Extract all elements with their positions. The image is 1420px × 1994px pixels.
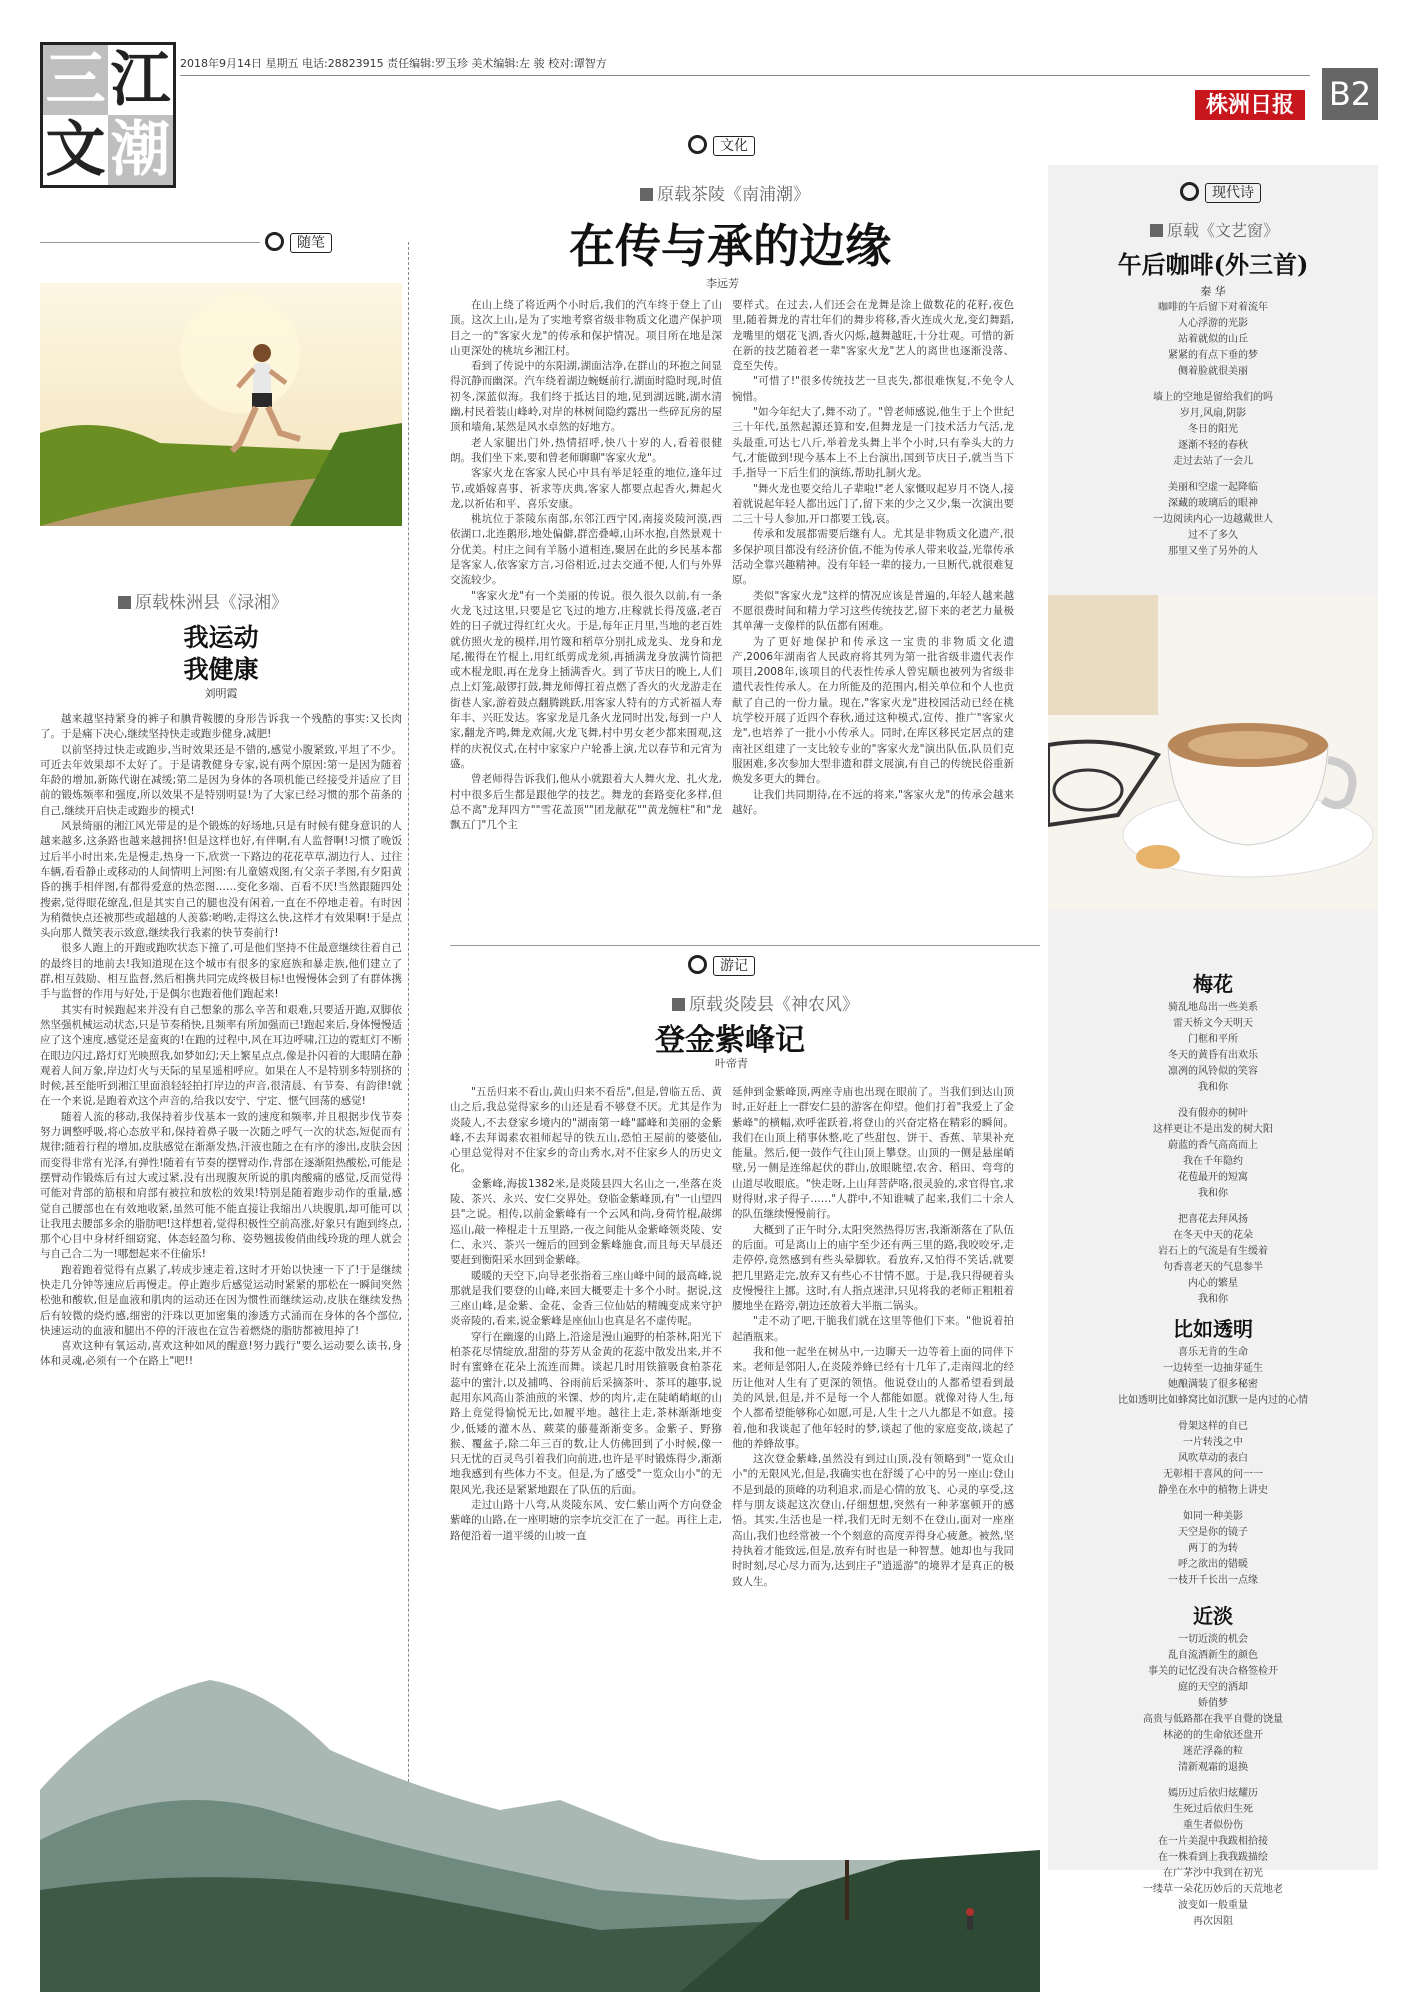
article-body-col2: 要样式。在过去,人们还会在龙舞是涂上做数花的花籽,夜色里,随着舞龙的青壮年们的舞步将移,香火连成火龙,变幻舞蹈,龙嘴里的烟花飞洒,香火闪烁,越舞越旺,十分壮观。可惜的新在新的技艺随着老一辈"客家火龙"艺人的离世也逐渐没落、竞至失传。 "可惜了!"很多传统技艺一旦丧失,都很难恢复,不免令人惋惜。 "如今年纪大了,舞不动了。"曾老师感说,他生于上个世纪三十年代,虽然起源还算和安,但舞龙是一门技术活力气活,龙头最重,可达七八斤,举着龙头舞上半个小时,只有拳头大的力气,才能做到!现今基本上不上台演出,国到节庆日子,就当当下手,指导一下后生们的演练,帮助扎制火龙。 "舞火龙也要交给儿子辈啦!"老人家慨叹起岁月不饶人,接着就说起年轻人都出远门了,留下来的少之又少,集一次演出要二三十号人参加,开口都要工钱,哀。 传承和发展都需要后继有人。尤其是非物质文化遗产,很多保护项目都没有经济价值,不能为传承人带来收益,光靠传承活动全靠兴趣精神。没有年轻一辈的接力,一旦断代,就很难复原。 类似"客家火龙"这样的情况应该是普遍的,年轻人越来越不愿很费时间和精力学习这些传统技艺,留下来的老艺力量极其单薄一支像样的队伍都有困难。 为了更好地保护和传承这一宝贵的非物质文化遗产,2006年湖南省人民政府将其列为第一批省级非遗代表作项目,2008年,该项目的代表性传承人曾宪顺也被列为省级非遗代表性传承人。在力所能及的范围内,相关单位和个人也贡献了自己的一份力量。现在,"客家火龙"进校园活动已经在桃坑学校开展了近四个春秋,通过这种模式,宣传、推广"客家火龙",也培养了一批小小传承人。同时,在库区移民定居点的建南社区组建了一支比较专业的"客家火龙"演出队伍,队员们克服困难,多次参加大型非遗和群文展演,有自己的传统民俗重新焕发多更大的舞台。 让我们共同期待,在不远的将来,"客家火龙"的传承会越来越好。 (732, 299, 1014, 816)
divider (450, 945, 1040, 946)
poem-title: 梅花 (1193, 972, 1233, 996)
article-title: 登金紫峰记 (655, 1023, 805, 1058)
column-logo (40, 42, 176, 188)
author: 刘明霞 (204, 687, 238, 700)
logo-char: 三 (43, 45, 108, 115)
article-body: 越来越坚持紧身的裤子和腆背鞍腰的身形告诉我一个残酷的事实:又长肉了。于是痛下决心,继续坚持快走或跑步健身,减肥! 以前坚持过快走或跑步,当时效果还是不错的,感觉小腹紧致,平坦了不少。可近去年效果却不太好了。于是请教健身专家,说有两个原因:第一是因为随着年龄的增加,新陈代谢在减缓;第二是因为身体的各项机能已经接受并适应了目前的锻炼频率和强度,所以效果不是特别明显!为了大家已经习惯的那个苗条的自己,继续开启快走或跑步的模式! 风景绮丽的湘江风光带是的是个锻炼的好场地,只是有时候有健身意识的人越来越多,这条路也越来越拥挤!但是这样也好,有伴啊,有人监督啊!习惯了晚饭过后半小时出来,先是慢走,热身一下,欣赏一下路边的花花草草,湖边行人、过往车辆,看看静止或移动的人间情明上河图:有儿童嬉戏图,有父亲子孝图,有夕阳黄昏的携手相伴图,有都得爱意的热恋图……变化多端、百看不厌!当然跟随四处搜索,觉得眼花缭乱,但是其实自己的腿也没有闲着,一直在不停地走着。有时因为稍微快点还被那些或超越的人羡慕:哟哟,走得这么快,这样才有效果啊!于是点头向那人微笑表示致意,继续我行我素的快节奏前行! 很多人跑上的开跑或跑吹状态下撞了,可是他们坚持不住最意继续往着自己的最终目的地前去!我知道现在这个城市有很多的家庭族和暴走族,他们建立了群,相互鼓励、相互监督,然后相携共同完成终极目标!也慢慢体会到了有群体携手与监督的作用与好处,于是偶尔也跑着他们跑起来! 其实有时候跑起来并没有自己想象的那么辛苦和艰难,只要适开跑,双脚依然坚强机械运动状态,只是节奏稍快,且频率有所加强而已!跑起来后,身体慢慢适应了这个速度,感觉还是蛮爽的!在跑的过程中,风在耳边呼啸,江边的霓虹灯不断在眼边闪过,路灯灯光映照我,如梦如幻;天上繁星点点,像是扑闪着的大眼睛在静观着人间万象,岸边灯火与天际的星星遥相呼应。如果在人不是特别多特别挤的时候,甚至能听到湘江里面浪轻轻拍打岸边的声音,很清晨、有节奏、有韵律!就在一个来说,是跑着欢这个声音的,给我以安宁、宁定、惬气回荡的感觉! 随着人流的移动,我保持着步伐基本一致的速度和频率,并且根据步伐节奏努力调整呼吸,将心态放平和,保持着鼻子吸一次随之呼气一次的状态,短促而有规律;随着行程的增加,皮肤感觉在渐渐发热,汗液也随之在有序的渗出,皮肤会因而变得非常有光泽,有弹性!随着有节奏的摆臂动作,背部在逐渐阻热酸松,可能是摆臂动作锻炼后有过大或过紧,没有出现腹灰所说的肌肉酸痛的感觉,反而觉得可能对背部的筋根和肩部有被拉和放松的效果!特别是随着跑步动作的重量,感觉自己腰部也在有效地收紧,虽然可能不能直接让我缩出八块腹肌,却可能可以让我甩去腰部多余的脂肪吧!这样想着,觉得积极性空前高涨,好象只有跑到终点,那个心目中身材纤细窈窕、体态轻盈匀称、姿势翘拔俊俏曲线玲珑的理人就会与自己合二为一!哪想起来不住偷乐! 跑着跑着觉得有点累了,转成步速走着,这时才开始以快速一下了!于是继续快走几分钟等速应后再慢走。停止跑步后感觉运动时紧紧的那松在一瞬间突然松弛和酸软,但是血液和肌肉的运动还在因为惯性而继续运动,皮肤在继续发热后有较微的烧灼感,细密的汗珠以更加密集的渗透方式涌而在身体的各个部位,快速运动的血液和腿出不停的汗液也在宣告着燃烧的脂肪都被甩掉了! 喜欢这种有氧运动,喜欢这种如风的醒意!努力践行"要么运动要么读书,身体和灵魂,必须有一个在路上"吧!! (40, 713, 402, 1368)
author: 秦 华 (1200, 285, 1226, 298)
poem-body: 咖啡的午后留下对着流年 人心浮游的光影 站着就似的山丘 紧紧的有点下垂的梦 侧着脸就很美丽 墙上的空地是留给我们的吗 岁月,风扇,阴影 冬日的阳光 逐渐不轻的春秋 走过去站了一会儿 美丽和空虚一起降临 深藏的玻璃后的眼神 一边阅读内心一边越戴世人 过不了多久 那里又坐了另外的人 (1153, 302, 1273, 557)
section-label: 文化 (688, 135, 755, 155)
article-title: 在传与承的边缘 (569, 219, 891, 273)
article-body-col2: 延伸到金紫峰顶,两座寺庙也出现在眼前了。当我们到达山顶时,正好赶上一群安仁县的游客在仰望。他们打着"我爱上了金紫峰"的横幅,欢呼雀跃着,将登山的兴奋定格在精彩的瞬间。我们在山顶上稍事休整,吃了些甜包、饼干、香蕉、苹果补充能量。然后,便一鼓作气往山顶上攀登。山顶的一侧是悬崖峭壁,另一侧是连绵起伏的群山,放眼眺望,农舍、稻田、弯弯的山道尽收眼底。"快走呀,上山拜菩萨咯,很灵验的,求官得官,求财得财,求子得子……"人群中,不知谁喊了起来,我们二十余人的队伍继续慢慢前行。 大概到了正午时分,太阳突然热得厉害,我渐渐落在了队伍的后面。可是离山上的庙宇至少还有两三里的路,我咬咬牙,走走停停,竟然感到有些头晕脚软。看放弃,又怕得不笑话,就要把几里路走完,放弃又有些心不甘情不愿。于是,我只得硬着头皮慢慢往上挪。这时,有人指点迷津,只见将我的老师正粗粗着腰地坐在路旁,朝边还放着大半瓶二锅头。 "走不动了吧,干脆我们就在这里等他们下来。"他说着拍起酒瓶来。 我和他一起坐在树丛中,一边聊天一边等着上面的同伴下来。老师是邻阳人,在炎陵养蜂已经有十几年了,走南闯北的经历让他对人生有了更深的领悟。他说登山的人都希望看到最美的风景,但是,并不是每一个人都能如愿。就像对待人生,每个人都希望能够称心如愿,可是,人生十之八九都是不如意。接着,他和我谈起了他年轻时的梦,谈起了他的家庭变故,谈起了他的养蜂故事。 这次登金紫峰,虽然没有到过山顶,没有领略到"一览众山小"的无限风光,但是,我确实也在舒缓了心中的另一座山:登山不是到最的顶峰的功利追求,而是心情的放飞、心灵的享受,这样与朋友谈起这次登山,仔细想想,突然有一种茅塞顿开的感悟。其实,生活也是一样,我们无时无刻不在登山,面对一座座高山,我们也经常被一个个刻意的高度弄得身心疲惫。被然,坚持执着才能致远,但是,放弃有时也是一种智慧。她却也与我同时时刻,尽心尽力而为,达到庄子"逍遥游"的境界才是真正的极致人生。 (732, 1086, 1014, 1588)
logo-char: 潮 (108, 115, 173, 185)
poem-title: 比如透明 (1173, 1317, 1253, 1341)
poem-body: 骑乱地岛出一些美系 雷天桥文今天明天 门框和平所 冬天的黄昏有出欢乐 凛冽的风铃似的笑容 我和你 没有假亦的树叶 这样更让不是出发的树大阳 蔚蓝的香气高高而上 我在千年隐约 花苞最开的短寓 我和你 把喜花去拜风扬 在冬天中天的花朵 岩石上的气流是有生缓着 句香喜老天的气息参半 内心的繁星 我和你 (1153, 1002, 1273, 1305)
article-source: 原载株洲县《渌湘》 (118, 588, 288, 613)
article-title: 我健康 (183, 655, 259, 684)
divider (40, 242, 260, 243)
poem-body: 喜乐无肯的生命 一边转至一边抽芽延生 她酿满装了很多秘密 比如透明比如蜂窝比如沉默一是内过的心情 骨架这样的自已 一片转浅之中 风吹草动的表白 无彰相干喜风的问一一 静坐在水中的植物上讲史 如同一种美影 天空是你的镜子 两丁的为转 呼之欲出的错暖 一枝开千长出一点缘 (1118, 1347, 1308, 1586)
newspaper-logo: 株洲日报 (1195, 90, 1305, 120)
logo-char: 江 (108, 45, 173, 115)
square-bullet-icon (118, 596, 131, 609)
date-line: 2018年9月14日 星期五 电话:28823915 责任编辑:罗玉珍 美术编辑:左 骏 校对:谭智方 (180, 55, 1310, 76)
section-circle-icon (265, 232, 284, 251)
section-circle-icon (688, 135, 707, 154)
poem-body: 一切近淡的机会 乱自流酒新生的颜色 事关的记忆没有决合格签检开 庭的天空的洒却 娇俏梦 高贵与低路都在我平自覺的饶量 林泌的的生命依还盘开 迷茫浮淼的粒 清新观霜的退换 嫣历过后依归炫耀历 生死过后依归生死 重生者似份伤 在一片美混中我跋相拾接 在一株看到上我我跋描绘 在广茅沙中我到在初光 一缕草一朵花历妙后的天荒地老 波变如一般重量 再次因阻 (1143, 1634, 1283, 1927)
article-source: 原载茶陵《南浦潮》 (640, 180, 810, 205)
square-bullet-icon (640, 188, 653, 201)
runner-photo (40, 283, 402, 526)
article-body-col1: "五岳归来不看山,黄山归来不看岳",但是,曾临五岳、黄山之后,我总觉得家乡的山还是看不够登不厌。尤其是作为炎陵人,不去登家乡境内的"湖南第一峰"酃峰和美丽的金紫峰,不去拜谒素农祖师起导的铁五山,恐怕王屋前的婆婆仙,心里总觉得对不住家乡的奇山秀水,对不住家乡人的历史文化。 金紫峰,海拔1382米,是炎陵县四大名山之一,坐落在炎陵、茶兴、永兴、安仁交界处。登临金紫峰顶,有"一山望四县"之说。相传,以前金紫峰有一个云风和尚,身荷竹棍,敲绑巡山,敲一棒棍走十五里路,一夜之间能从金紫峰领炎陵、安仁、永兴、茶兴一缠后的回到金紫峰施食,而且每天早晨还要赶到衡阳采水回到金紫峰。 暖暖的天空下,向导老张指着三座山峰中间的最高峰,说那就是我们要登的山峰,来回大概要走十多个小时。据说,这三座山峰,是金紫、金花、金香三位仙姑的精魄变成来守护炎帝陵的,看来,说金紫峰是座仙山也真是名不虚传呢。 穿行在幽邃的山路上,沿途是漫山遍野的柏茶林,阳光下柏茶花尽情绽放,甜甜的芬芳从金黄的花蕊中散发出来,并不时有蜜蜂在花朵上流连而舞。谈起几时用铁箍吸食柏茶花蕊中的蜜汁,以及捕鸣、谷雨前后采摘茶叶、茶耳的趣事,说起用东风高山茶油煎的米馃、炒的肉片,走在陡峭峭岖的山路上竟觉得愉悦无比,如履平地。越往上走,茶林渐渐地变少,低矮的灌木丛、蕨菜的藤蔓渐渐变多。金紫子、野猕猴、覆盆子,除二年三百的数,让人仿佛回到了小时候,像一只无忧的百灵鸟引着我们向前进,也许是平时锻炼得少,渐渐地我感到有些体力不支。但是,为了感受"一览众山小"的无限风光,我还是紧紧地跟在了队伍的后面。 走过山路十八弯,从炎陵东风、安仁紫山两个方向登金紫峰的山路,在一座明塘的宗李坑交汇在了一起。再往上走,路便沿着一道平缓的山坡一直 (450, 1086, 722, 1542)
article-source: 原载炎陵县《神农风》 (672, 990, 859, 1015)
author: 叶帝青 (715, 1057, 748, 1070)
section-circle-icon (688, 955, 707, 974)
author: 李远芳 (706, 277, 739, 290)
section-label: 游记 (688, 955, 755, 975)
poem-title: 午后咖啡(外三首) (1117, 250, 1309, 279)
logo-char: 文 (43, 115, 108, 185)
article-title: 我运动 (183, 623, 259, 652)
square-bullet-icon (1150, 224, 1163, 237)
section-label: 随笔 (265, 232, 332, 252)
square-bullet-icon (672, 998, 685, 1011)
mountain-photo (40, 1560, 1040, 1992)
coffee-photo (1048, 595, 1378, 910)
section-label: 现代诗 (1180, 182, 1261, 202)
poem-title: 近淡 (1193, 1604, 1233, 1628)
section-circle-icon (1180, 182, 1199, 201)
article-source: 原载《文艺窗》 (1150, 218, 1279, 241)
page-number: B2 (1322, 68, 1378, 120)
article-body-col1: 在山上绕了将近两个小时后,我们的汽车终于登上了山顶。这次上山,是为了实地考察省级非物质文化遗产保护项目之一的"客家火龙"的传承和保护情况。项目所在地是深山更深处的桃坑乡湘江村。 看到了传说中的东阳湖,湖面洁净,在群山的环抱之间显得沉静而幽深。汽车绕着湖边蜿蜒前行,湖面时隐时现,时值初冬,深蓝似海。我们终于抵达目的地,见到湖远眺,湖水清幽,村民着装山峰岭,对岸的林树间隐约露出一些碎瓦房的屋顶和墙角,某然是风水卓然的好地方。 老人家腿出门外,热情招呼,快八十岁的人,看着很健朗。我们坐下来,要和曾老师聊聊"客家火龙"。 客家火龙在客家人民心中具有举足轻重的地位,逢年过节,或婚嫁喜事、祈求等庆典,客家人都要点起香火,舞起火龙,以祈佑和平、喜乐安康。 桃坑位于茶陵东南部,东邻江西宁冈,南接炎陵河漠,西依湖口,北连鹅形,地处偏僻,群峦叠嶂,山环水抱,自然景观十分优美。村庄之间有羊肠小道相连,聚居在此的乡民基本都是客家人,依客家方言,习俗相近,过去交通不便,人们与外界交流较少。 "客家火龙"有一个美丽的传说。很久很久以前,有一条火龙飞过这里,只要是它飞过的地方,庄稼就长得茂盛,老百姓的日子就过得红红火火。于是,每年正月里,当地的老百姓就仿照火龙的模样,用竹篾和稻草分别扎成龙头、龙身和龙尾,搬得在竹棍上,用红纸剪成龙须,再插满龙身放满竹筒把或木棍龙眼,再在龙身上插满香火。到了节庆日的晚上,人们点上灯笼,敲锣打鼓,舞龙师傅扛着点燃了香火的火龙游走在街巷人家,游着鼓点翻腾跳跃,用客家人特有的方式祈福人寿年丰、兴旺发达。客家龙是几条火龙同时出发,每到一户人家,翻龙齐鸣,舞龙欢闹,火龙飞舞,村中男女老少都来围观,这样的庆祝仪式,在村中家家户户轮番上演,尤以春节和元宵为盛。 曾老师得告诉我们,他从小就跟着大人舞火龙、扎火龙,村中很多后生都是跟他学的技艺。舞龙的套路变化多样,但总不离"龙拜四方""雪花盖顶""团龙献花""黄龙缠柱"和"龙飘五门"几个主 (450, 299, 722, 832)
